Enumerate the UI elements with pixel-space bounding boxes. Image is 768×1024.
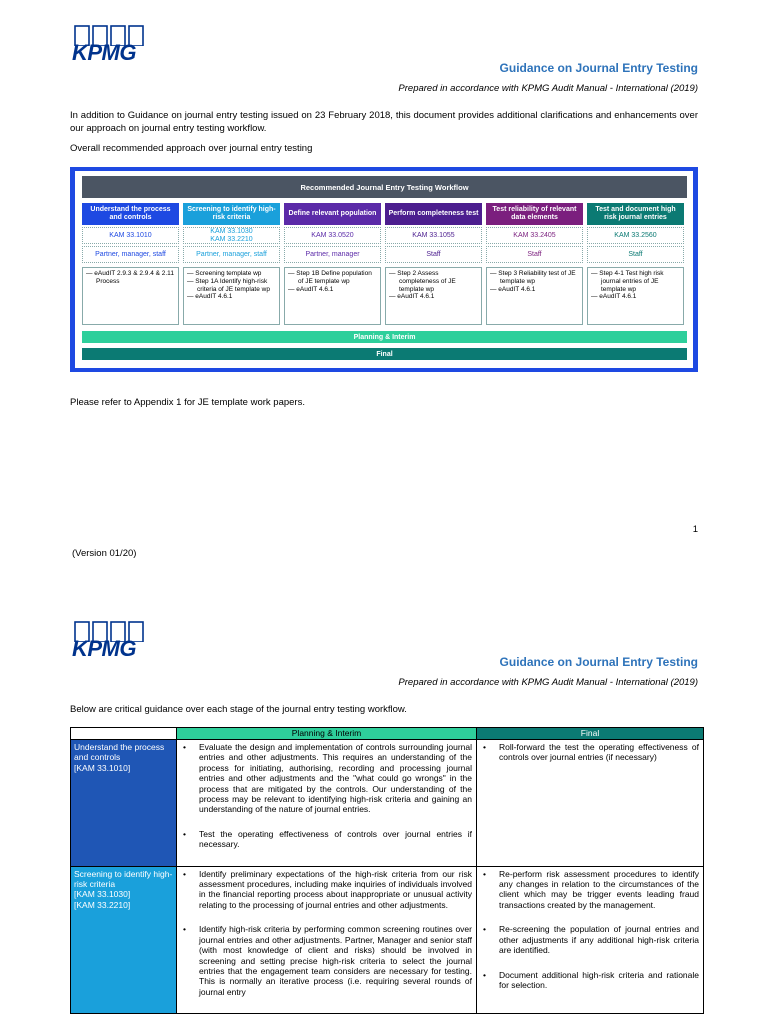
stage-kam-reference: KAM 33.0520 [284, 227, 381, 244]
stage-role: Staff [486, 246, 583, 263]
planning-cell [177, 740, 477, 867]
stage-kam-reference: KAM 33.2560 [587, 227, 684, 244]
document-title: Guidance on Journal Entry Testing [499, 61, 698, 75]
workflow-header: Recommended Journal Entry Testing Workflow [82, 176, 687, 198]
version-label: (Version 01/20) [72, 548, 137, 559]
workflow-stage [284, 203, 381, 325]
bullet-item: • Roll-forward the test the operating effectiveness of controls over journal entries (if necessary) [481, 742, 699, 763]
stage-step-item: — Step 1B Define population of JE template wp [288, 270, 372, 285]
bullet-item: • Re-perform risk assessment procedures to identify any changes in relation to the circumstances of the client which may be trigger events leading fraud transactions created by the management. [481, 869, 699, 911]
stage-step-item: — eAudIT 4.6.1 [389, 293, 435, 301]
stage-title: Screening to identify high-risk criteria [183, 203, 280, 225]
table-intro: Below are critical guidance over each stage of the journal entry testing workflow. [70, 704, 407, 715]
stage-steps [587, 267, 684, 325]
workflow-diagram [70, 167, 698, 372]
stage-role: Partner, manager [284, 246, 381, 263]
stage-kam-reference: KAM 33.1030 KAM 33.2210 [183, 227, 280, 244]
stage-role: Staff [385, 246, 482, 263]
header-final: Final [477, 728, 704, 740]
page-2 [0, 600, 768, 1024]
table-row [71, 866, 704, 1013]
stage-role: Partner, manager, staff [82, 246, 179, 263]
kpmg-logo-text: KPMG [72, 40, 136, 65]
stage-steps [385, 267, 482, 325]
stage-cell: Screening to identify high-risk criteria [KAM 33.1030] [KAM 33.2210] [71, 866, 177, 1013]
stage-step-item: — Step 2 Assess completeness of JE template wp [389, 270, 456, 293]
planning-interim-bar: Planning & Interim [82, 331, 687, 343]
stage-step-item: — eAudIT 4.6.1 [187, 293, 233, 301]
document-subtitle: Prepared in accordance with KPMG Audit Manual - International (2019) [398, 83, 698, 94]
table-row [71, 740, 704, 867]
workflow-stage [183, 203, 280, 325]
stage-role: Staff [587, 246, 684, 263]
kpmg-logo [72, 24, 148, 64]
stage-steps [183, 267, 280, 325]
document-title: Guidance on Journal Entry Testing [499, 655, 698, 669]
guidance-table [70, 727, 704, 1014]
bullet-item: • Identify preliminary expectations of the high-risk criteria from our risk assessment procedures, including make inquiries of individuals involved in the financial reporting process about inappropriate or unusual activity relating to the processing of journal entries and other adjustments. [181, 869, 472, 911]
stage-step-item: — eAudIT 4.6.1 [288, 285, 334, 293]
stage-steps [284, 267, 381, 325]
stage-step-item: — Step 4-1 Test high risk journal entries of JE template wp [591, 270, 664, 293]
kpmg-logo-text: KPMG [72, 636, 136, 661]
page-number: 1 [692, 524, 698, 535]
stage-steps [486, 267, 583, 325]
stage-title: Perform completeness test [385, 203, 482, 225]
stage-cell: Understand the process and controls [KAM 33.1010] [71, 740, 177, 867]
intro-paragraph: In addition to Guidance on journal entry testing issued on 23 February 2018, this document provides additional clarifications and enhancements over our approach on journal entry testing workflow. [70, 110, 698, 134]
stage-title: Test reliability of relevant data elements [486, 203, 583, 225]
bullet-item: • Evaluate the design and implementation of controls surrounding journal entries and other adjustments. This requires an understanding of the process for initiating, authorising, recording and processing journal entries and other adjustments and the "what could go wrongs" in the process that are mitigated by the controls. Our understanding of the process may be relevant to identifying high-risk criteria and gaining an understanding of the nature of journal entries. [181, 742, 472, 815]
final-cell [477, 866, 704, 1013]
stage-kam-reference: KAM 33.1010 [82, 227, 179, 244]
stage-title: Understand the process and controls [82, 203, 179, 225]
appendix-note: Please refer to Appendix 1 for JE template work papers. [70, 397, 305, 408]
final-bar: Final [82, 348, 687, 360]
kpmg-logo [72, 620, 148, 660]
stage-kam-reference: KAM 33.1055 [385, 227, 482, 244]
workflow-stage [486, 203, 583, 325]
workflow-stage [587, 203, 684, 325]
bullet-item: • Re-screening the population of journal entries and other adjustments if any additional high-risk criteria are identified. [481, 924, 699, 955]
stage-kam-reference: KAM 33.2405 [486, 227, 583, 244]
stage-steps [82, 267, 179, 325]
bullet-item: • Test the operating effectiveness of controls over journal entries if necessary. [181, 829, 472, 850]
stage-step-item: — Step 1A Identify high-risk criteria of JE template wp [187, 277, 270, 293]
stage-step-item: — eAudIT 2.9.3 & 2.9.4 & 2.11 Process [86, 270, 174, 285]
workflow-stage [385, 203, 482, 325]
document-subtitle: Prepared in accordance with KPMG Audit Manual - International (2019) [398, 677, 698, 688]
overall-approach-heading: Overall recommended approach over journal entry testing [70, 143, 313, 154]
header-blank [71, 728, 177, 740]
stage-role: Partner, manager, staff [183, 246, 280, 263]
bullet-item: • Document additional high-risk criteria and rationale for selection. [481, 970, 699, 991]
bullet-item: • Identify high-risk criteria by performing common screening routines over journal entries and other adjustments. Partner, Manager and senior staff (with most knowledge of client and risks) should be involved in screening and setting precise high-risk criteria to select the journal entries that the engagement team considers are necessary for testing. This is normally an iterative process (i.e. requiring several rounds of journal entry [181, 924, 472, 997]
stage-step-item: — Step 3 Reliability test of JE template wp [490, 270, 576, 285]
planning-cell [177, 866, 477, 1013]
final-cell [477, 740, 704, 867]
header-planning-interim: Planning & Interim [177, 728, 477, 740]
stage-step-item: — eAudIT 4.6.1 [490, 285, 536, 293]
workflow-stage [82, 203, 179, 325]
stage-step-item: — eAudIT 4.6.1 [591, 293, 637, 301]
stage-title: Define relevant population [284, 203, 381, 225]
stage-title: Test and document high risk journal entries [587, 203, 684, 225]
stage-step-item: — Screening template wp [187, 270, 262, 277]
